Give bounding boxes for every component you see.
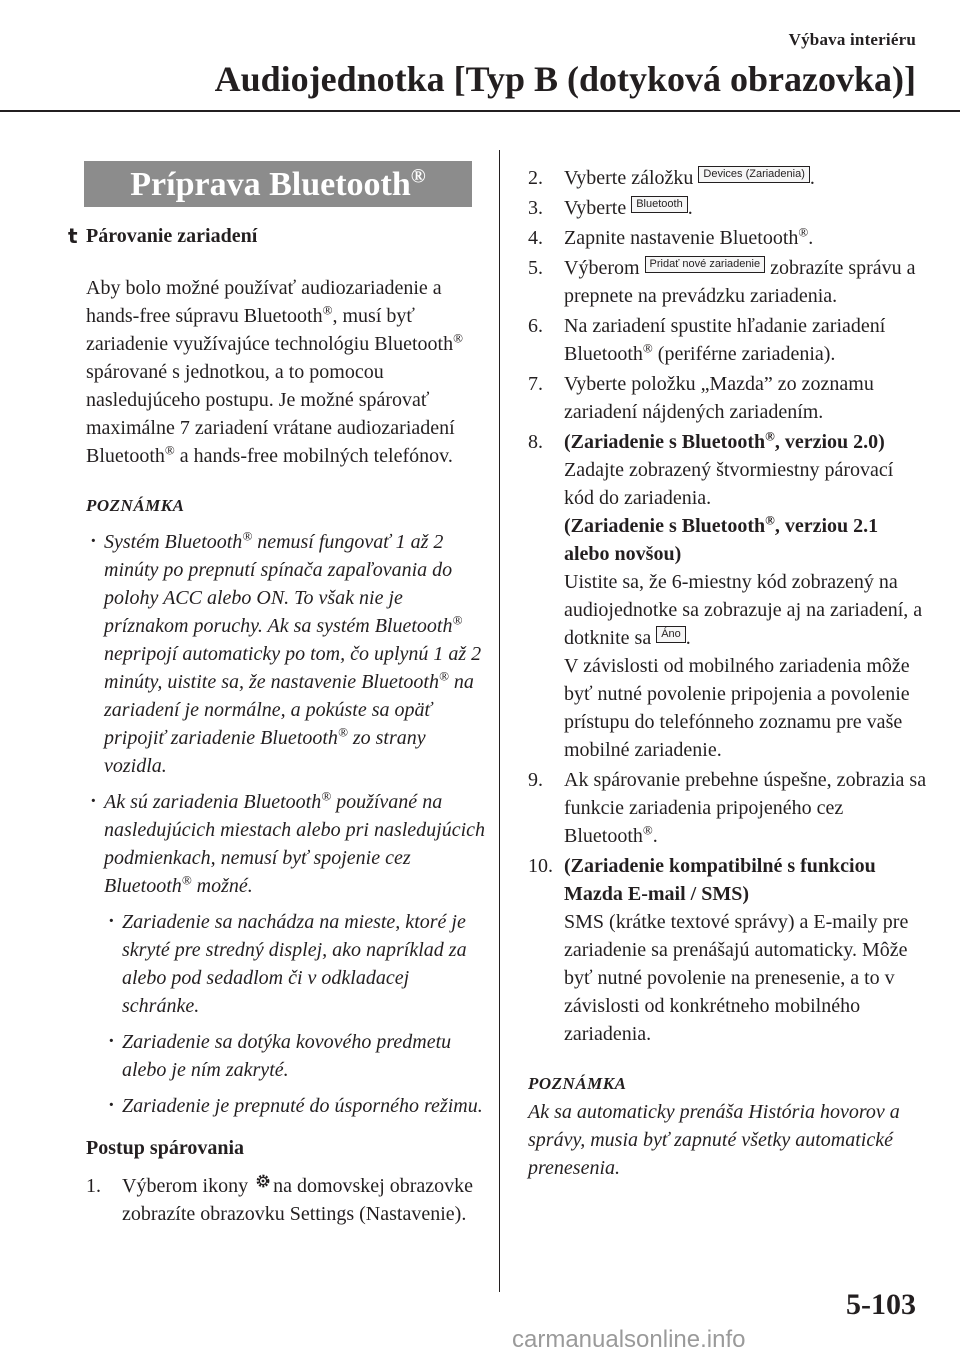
step-text: . xyxy=(652,825,658,847)
header-rule xyxy=(0,110,960,112)
reg-mark: ® xyxy=(642,822,653,838)
step-text: Uistite sa, že 6-miestny kód zobrazený na audiojednotke sa zobrazuje aj na zariadení, a dotknite sa xyxy=(564,571,923,649)
column-divider xyxy=(499,150,500,1292)
sub-bullet: · Zariadenie je prepnuté do úsporného režimu. xyxy=(86,1092,486,1120)
reg-mark: ® xyxy=(164,442,175,458)
heading-text: (Zariadenie s Bluetooth xyxy=(564,515,766,537)
step-number: 9. xyxy=(528,769,543,791)
step-4 xyxy=(528,224,928,252)
note-label: POZNÁMKA xyxy=(528,1074,627,1093)
intro-text: , musí byť zariadenie využívajúce technológiu Bluetooth xyxy=(86,305,454,355)
step-text: na domovskej obrazovke zobrazíte obrazovku Settings (Nastavenie). xyxy=(122,1175,474,1225)
step-text: . xyxy=(809,167,815,189)
step-text: Vyberte položku „Mazda” zo zoznamu zariadení nájdených zariadením. xyxy=(564,373,874,423)
step-6 xyxy=(528,312,928,368)
steps-right xyxy=(528,164,928,1048)
step-text: Na zariadení spustite hľadanie zariadení Bluetooth xyxy=(564,315,886,365)
step-1 xyxy=(86,1172,486,1228)
devices-tab-button: Devices (Zariadenia) xyxy=(698,166,809,183)
step-5 xyxy=(528,254,928,310)
note-bullet xyxy=(86,788,486,900)
bullet-text: možné. xyxy=(191,875,253,897)
reg-mark: ® xyxy=(438,668,449,684)
right-column xyxy=(528,162,928,1182)
heading-text: , verziou 2.0) xyxy=(774,431,885,453)
banner-reg: ® xyxy=(410,165,426,188)
step-3 xyxy=(528,194,928,222)
subsection-marker: t xyxy=(68,224,78,248)
step-text: . xyxy=(685,627,691,649)
bullet-text: na zariadení je normálne, a pokúste sa opäť pripojiť zariadenie Bluetooth xyxy=(104,671,474,749)
step-text: Ak spárovanie prebehne úspešne, zobrazia sa funkcie zariadenia pripojeného cez Bluetooth xyxy=(564,769,927,847)
step-text: (periférne zariadenia). xyxy=(652,343,836,365)
note-list xyxy=(86,528,486,1120)
note-text: Ak sa automaticky prenáša História hovorov a správy, musia byť zapnuté všetky automatické prenesenia. xyxy=(528,1101,900,1179)
step-7 xyxy=(528,370,928,426)
banner-title: Príprava Bluetooth xyxy=(130,166,411,203)
step-text: Výberom ikony xyxy=(122,1175,249,1197)
step-10 xyxy=(528,852,928,1048)
reg-mark: ® xyxy=(642,340,653,356)
step-8 xyxy=(528,428,928,764)
yes-button: Áno xyxy=(656,626,686,643)
bullet-text: Systém Bluetooth xyxy=(104,531,243,553)
bullet-text: nemusí fungovať 1 až 2 minúty po prepnutí spínača zapaľovania do polohy ACC alebo ON. To však nie je príznakom poruchy. Ak sa systém Bluetooth xyxy=(104,531,453,637)
note-bullet xyxy=(86,528,486,780)
watermark: carmanualsonline.info xyxy=(512,1326,746,1353)
step-text: . xyxy=(808,227,814,249)
reg-mark: ® xyxy=(765,512,775,528)
reg-mark: ® xyxy=(181,872,192,888)
step-text: Zadajte zobrazený štvormiestny párovací kód do zariadenia. xyxy=(564,459,894,509)
note-label: POZNÁMKA xyxy=(86,496,185,515)
reg-mark: ® xyxy=(453,330,463,346)
step-heading xyxy=(564,428,885,453)
bullet-text: používané na nasledujúcich miestach alebo pri nasledujúcich podmienkach, nemusí byť spojenie cez Bluetooth xyxy=(104,791,486,897)
step-number: 7. xyxy=(528,373,543,395)
bullet-text: nepripojí automaticky po tom, čo uplynú 1 až 2 minúty, uistite sa, že nastavenie Bluetooth xyxy=(104,643,482,693)
heading-text: (Zariadenie s Bluetooth xyxy=(564,431,766,453)
steps-left xyxy=(86,1172,486,1228)
left-column xyxy=(68,174,486,1228)
procedure-title: Postup spárovania xyxy=(86,1137,245,1159)
step-text: . xyxy=(687,197,693,219)
step-number: 10. xyxy=(528,855,553,877)
intro-text: spárované s jednotkou, a to pomocou nasledujúceho postupu. Je možné spárovať maximálne 7 zariadení vrátane audiozariadení Bluetooth xyxy=(86,361,455,467)
sub-bullet: · Zariadenie sa dotýka kovového predmetu alebo je ním zakryté. xyxy=(86,1028,486,1084)
reg-mark: ® xyxy=(322,302,333,318)
bullet-text: zo strany vozidla. xyxy=(104,727,426,777)
reg-mark: ® xyxy=(321,788,332,804)
reg-mark: ® xyxy=(452,612,463,628)
step-number: 4. xyxy=(528,227,543,249)
reg-mark: ® xyxy=(242,528,253,544)
reg-mark: ® xyxy=(765,428,775,444)
step-text: Zapnite nastavenie Bluetooth xyxy=(564,227,799,249)
subsection-heading xyxy=(68,222,486,250)
step-heading xyxy=(564,512,879,565)
step-text: V závislosti od mobilného zariadenia môže byť nutné povolenie pripojenia a povolenie prístupu do telefónneho zoznamu pre vaše mobilné zariadenie. xyxy=(564,655,910,761)
step-2 xyxy=(528,164,928,192)
sub-bullet: · Zariadenie sa nachádza na mieste, ktoré je skryté pre stredný displej, ako napríklad za alebo pod sedadlom či v odkladacej schránke. xyxy=(86,908,486,1020)
step-number: 3. xyxy=(528,197,543,219)
heading-text: , verziou 2.1 alebo novšou) xyxy=(564,515,879,565)
bluetooth-button: Bluetooth xyxy=(631,196,687,213)
intro-paragraph xyxy=(86,274,486,470)
add-device-button: Pridať nové zariadenie xyxy=(645,256,766,273)
step-number: 8. xyxy=(528,431,543,453)
page-title: Audiojednotka [Typ B (dotyková obrazovka)] xyxy=(214,59,916,99)
step-text: Výberom xyxy=(564,257,640,279)
step-text: SMS (krátke textové správy) a E-maily pre zariadenie sa prenášajú automaticky. Môže byť nutné povolenie na prenesenie, a to v závislosti od konkrétneho mobilného zariadenia. xyxy=(564,911,909,1045)
bullet-text: Ak sú zariadenia Bluetooth xyxy=(104,791,322,813)
intro-text: a hands-free mobilných telefónov. xyxy=(174,445,453,467)
reg-mark: ® xyxy=(798,224,809,240)
step-number: 6. xyxy=(528,315,543,337)
step-number: 5. xyxy=(528,257,543,279)
step-9 xyxy=(528,766,928,850)
intro-text: Aby bolo možné používať audiozariadenie a hands-free súpravu Bluetooth xyxy=(86,277,442,327)
step-number: 1. xyxy=(86,1175,101,1197)
step-number: 2. xyxy=(528,167,543,189)
step-text: Vyberte xyxy=(564,197,627,219)
page-number: 5-103 xyxy=(846,1288,916,1321)
section-label: Výbava interiéru xyxy=(788,30,916,49)
settings-gear-icon xyxy=(255,1173,271,1189)
step-text: zobrazíte správu a prepnete na prevádzku zariadenia. xyxy=(564,257,916,307)
step-heading: (Zariadenie kompatibilné s funkciou Mazda E-mail / SMS) xyxy=(564,855,876,905)
reg-mark: ® xyxy=(337,724,348,740)
subsection-title: Párovanie zariadení xyxy=(86,225,258,247)
step-text: Vyberte záložku xyxy=(564,167,694,189)
